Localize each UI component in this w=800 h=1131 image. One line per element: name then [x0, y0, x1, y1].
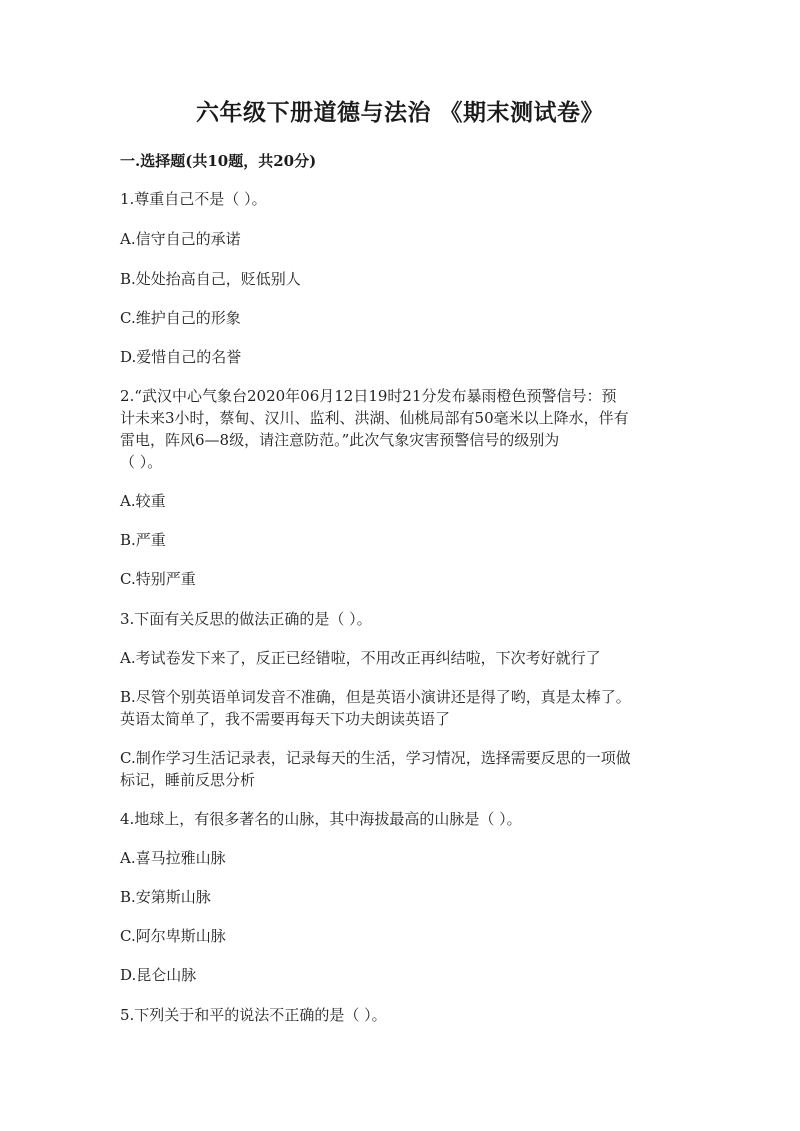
section-heading: 一.选择题(共10题，共20分) [120, 152, 317, 170]
question-2-stem-line-4: （ ）。 [120, 453, 163, 471]
question-3-stem: 3.下面有关反思的做法正确的是（ ）。 [120, 610, 372, 628]
question-1-option-c: C.维护自己的形象 [120, 309, 241, 327]
question-3-option-c-line-1: C.制作学习生活记录表，记录每天的生活，学习情况，选择需要反思的一项做 [120, 749, 631, 767]
question-4-option-d: D.昆仑山脉 [120, 966, 197, 984]
question-2-stem-line-3: 雷电，阵风6—8级，请注意防范。”此次气象灾害预警信号的级别为 [120, 431, 560, 449]
question-1-option-a: A.信守自己的承诺 [120, 230, 241, 248]
question-5-stem: 5.下列关于和平的说法不正确的是（ ）。 [120, 1006, 387, 1024]
question-4-option-b: B.安第斯山脉 [120, 888, 211, 906]
question-4-option-a: A.喜马拉雅山脉 [120, 849, 226, 867]
question-2-option-c: C.特别严重 [120, 570, 196, 588]
question-3-option-a: A.考试卷发下来了，反正已经错啦，不用改正再纠结啦，下次考好就行了 [120, 649, 601, 667]
question-3-option-b-line-1: B.尽管个别英语单词发音不准确，但是英语小演讲还是得了哟，真是太棒了。 [120, 688, 631, 706]
question-4-stem: 4.地球上，有很多著名的山脉，其中海拔最高的山脉是（ ）。 [120, 810, 522, 828]
question-3-option-c-line-2: 标记，睡前反思分析 [120, 771, 256, 789]
question-1-stem: 1.尊重自己不是（ ）。 [120, 190, 267, 208]
question-1-option-b: B.处处抬高自己，贬低别人 [120, 270, 301, 288]
question-2-stem-line-2: 计未来3小时，蔡甸、汉川、监利、洪湖、仙桃局部有50毫米以上降水，伴有 [120, 409, 629, 427]
question-2-stem-line-1: 2.“武汉中心气象台2020年06月12日19时21分发布暴雨橙色预警信号：预 [120, 387, 617, 405]
question-3-option-b-line-2: 英语太简单了，我不需要再每天下功夫朗读英语了 [120, 710, 451, 728]
exam-title: 六年级下册道德与法治 《期末测试卷》 [195, 99, 604, 126]
question-2-option-b: B.严重 [120, 531, 166, 549]
question-4-option-c: C.阿尔卑斯山脉 [120, 927, 226, 945]
question-1-option-d: D.爱惜自己的名誉 [120, 348, 242, 366]
question-2-option-a: A.较重 [120, 492, 166, 510]
